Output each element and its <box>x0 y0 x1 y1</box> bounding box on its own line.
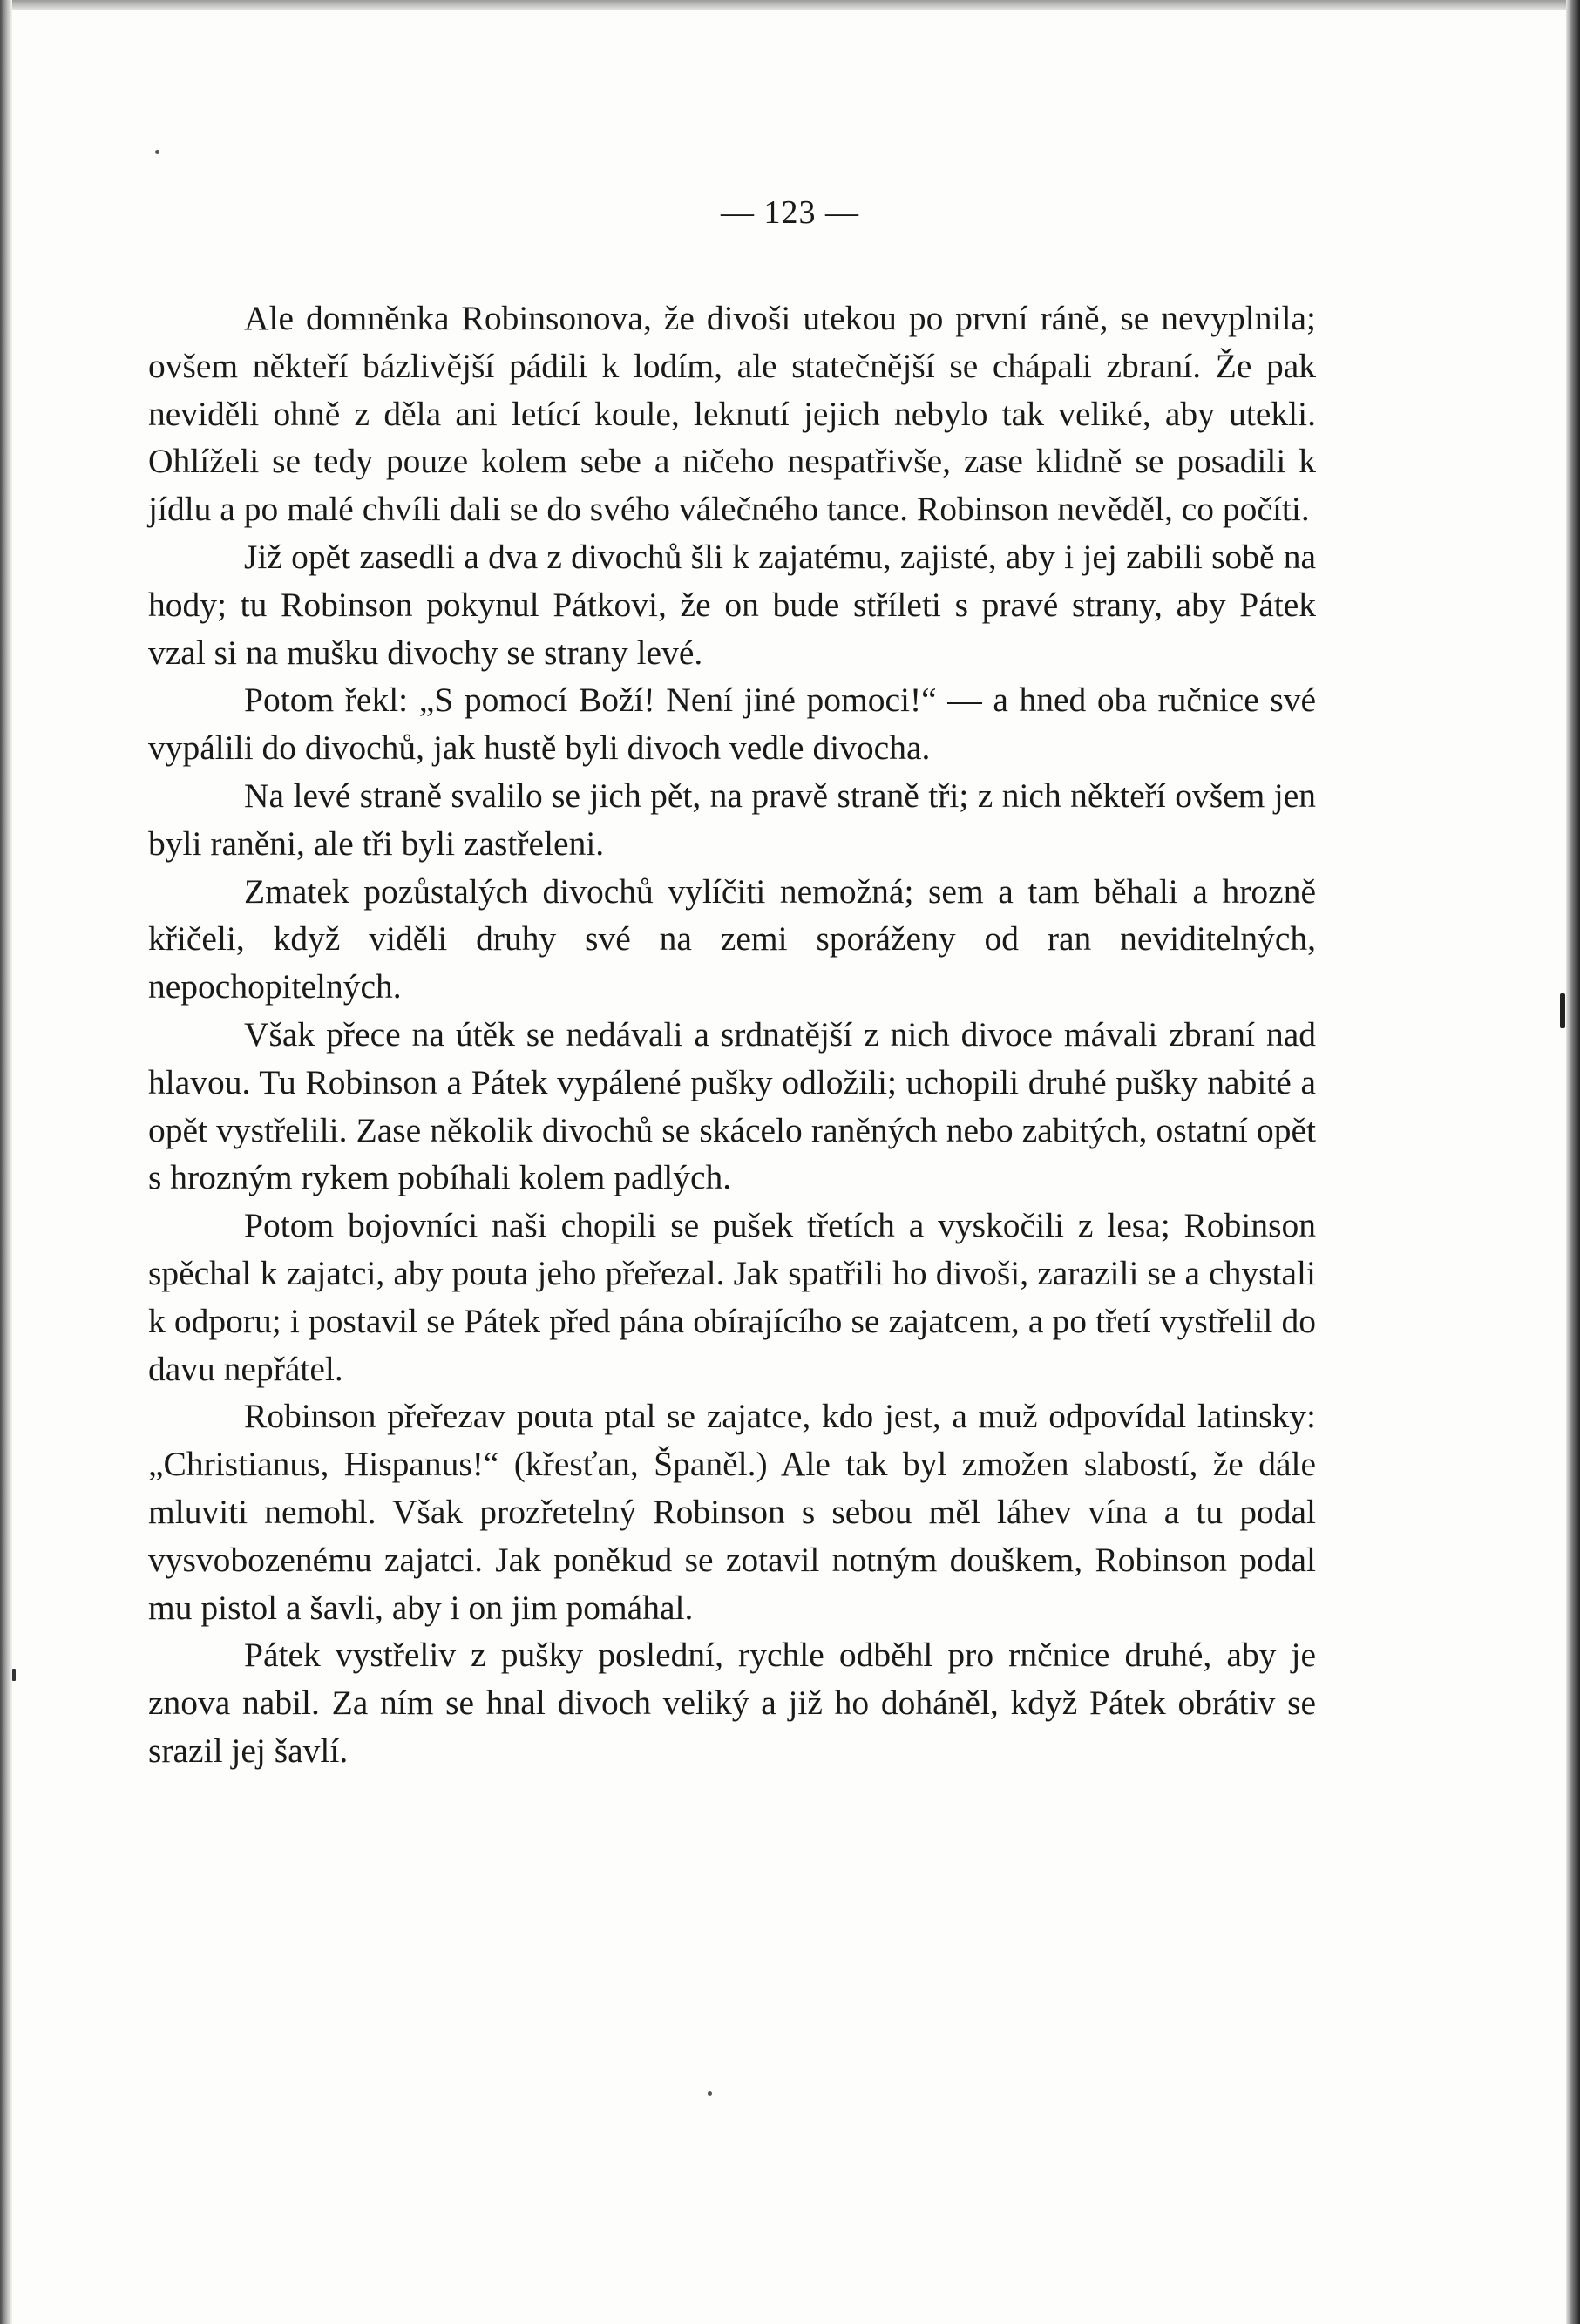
paragraph: Na levé straně svalilo se jich pět, na pravě straně tři; z nich někteří ovšem jen byli raněni, ale tři byli zastřeleni. <box>148 776 1316 863</box>
paragraph: Potom bojovníci naši chopili se pušek třetích a vyskočili z lesa; Robinson spěchal k zajatci, aby pouta jeho přeřezal. Jak spatřili ho divoši, zarazili se a chystali k odporu; i postavil se Pátek před pána obírajícího se zajatcem, a po třetí vystřelil do davu nepřátel. <box>148 1206 1316 1388</box>
paragraph: Ale domněnka Robinsonova, že divoši utekou po první ráně, se nevyplnila; ovšem někteří bázlivější pádili k lodím, ale statečnější se chápali zbraní. Že pak neviděli ohně z děla ani letící koule, leknutí jejich nebylo tak veliké, aby utekli. Ohlíželi se tedy pouze kolem sebe a ničeho nespatřivše, zase klidně se posadili k jídlu a po malé chvíli dali se do svého válečného tance. Robinson nevěděl, co počíti. <box>148 299 1316 529</box>
paragraph: Potom řekl: „S pomocí Boží! Není jiné pomoci!“ — a hned oba ručnice své vypálili do divochů, jak hustě byli divoch vedle divocha. <box>148 681 1316 768</box>
paragraph: Zmatek pozůstalých divochů vylíčiti nemožná; sem a tam běhali a hrozně křičeli, když viděli druhy své na zemi sporáženy od ran neviditelných, nepochopitelných. <box>148 871 1316 1006</box>
page-number: — 123 — <box>721 194 859 231</box>
paragraph: Již opět zasedli a dva z divochů šli k zajatému, zajisté, aby i jej zabili sobě na hody; tu Robinson pokynul Pátkovi, že on bude stříleti s pravé strany, aby Pátek vzal si na mušku divochy se strany levé. <box>148 537 1316 672</box>
ink-speck <box>708 2091 712 2096</box>
page-left-edge-shadow <box>0 0 12 2324</box>
paragraph: Však přece na útěk se nedávali a srdnatější z nich divoce mávali zbraní nad hlavou. Tu Robinson a Pátek vypálené pušky odložili; uchopili druhé pušky nabité a opět vystřelili. Zase několik divochů se skácelo raněných nebo zabitých, ostatní opět s hrozným rykem pobíhali kolem padlých. <box>148 1014 1316 1197</box>
page-right-edge-shadow <box>1566 0 1580 2324</box>
page-top-edge-shadow <box>0 0 1580 10</box>
ink-speck <box>155 150 159 154</box>
paragraph: Pátek vystřeliv z pušky poslední, rychle odběhl pro rnčnice druhé, aby je znova nabil. Za ním se hnal divoch veliký a již ho doháněl, když Pátek obrátiv se srazil jej šavlí. <box>148 1636 1316 1770</box>
ink-speck <box>12 1669 16 1681</box>
paragraph: Robinson přeřezav pouta ptal se zajatce, kdo jest, a muž odpovídal latinsky: „Christianus, Hispanus!“ (křesťan, Španěl.) Ale tak byl zmožen slabostí, že dále mluviti nemohl. Však prozřetelný Robinson s sebou měl láhev vína a tu podal vysvobozenému zajatci. Jak poněkud se zotavil notným douškem, Robinson podal mu pistol a šavli, aby i on jim pomáhal. <box>148 1397 1316 1627</box>
ink-speck <box>1560 993 1565 1028</box>
body-text <box>148 295 1316 1775</box>
